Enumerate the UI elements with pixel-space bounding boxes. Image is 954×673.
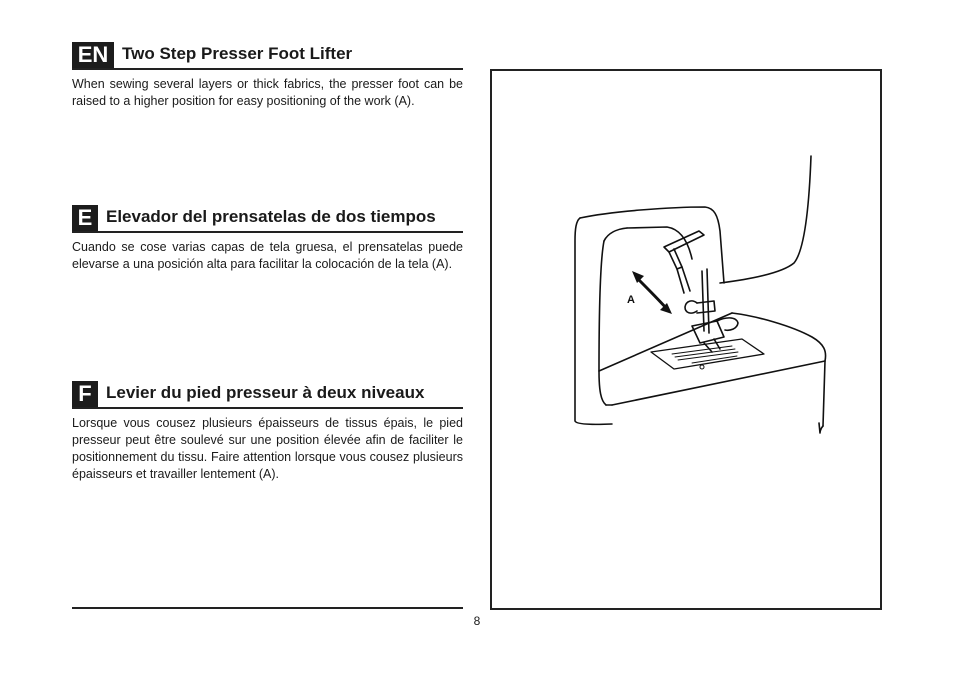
- language-badge-en: EN: [72, 42, 114, 68]
- section-header: [72, 381, 463, 409]
- language-badge-e: E: [72, 205, 98, 231]
- sewing-machine-illustration: [492, 71, 880, 608]
- language-badge-f: F: [72, 381, 98, 407]
- section-header: [72, 205, 463, 233]
- section-header: [72, 42, 463, 70]
- page-number: 8: [473, 614, 481, 628]
- section-body: Lorsque vous cousez plusieurs épaisseurs de tissus épais, le pied presseur peut être soulevé sur une position élevée afin de faciliter le positionnement du tissu. Faire attention lorsque vous cousez plusieurs épaisseurs et travailler lentement (A).: [72, 416, 463, 481]
- callout-label-a: A: [627, 294, 635, 306]
- section-spanish: [72, 205, 463, 273]
- sewing-machine-figure: [490, 69, 882, 610]
- section-english: [72, 42, 463, 110]
- section-body: When sewing several layers or thick fabrics, the presser foot can be raised to a higher position for easy positioning of the work (A).: [72, 77, 463, 108]
- section-title: Elevador del prensatelas de dos tiempos: [106, 207, 436, 226]
- section-body: Cuando se cose varias capas de tela gruesa, el prensatelas puede elevarse a una posición alta para facilitar la colocación de la tela (A).: [72, 240, 463, 271]
- section-title: Levier du pied presseur à deux niveaux: [106, 383, 425, 402]
- section-title: Two Step Presser Foot Lifter: [122, 44, 353, 63]
- footer-rule: [72, 607, 463, 609]
- section-french: [72, 381, 463, 483]
